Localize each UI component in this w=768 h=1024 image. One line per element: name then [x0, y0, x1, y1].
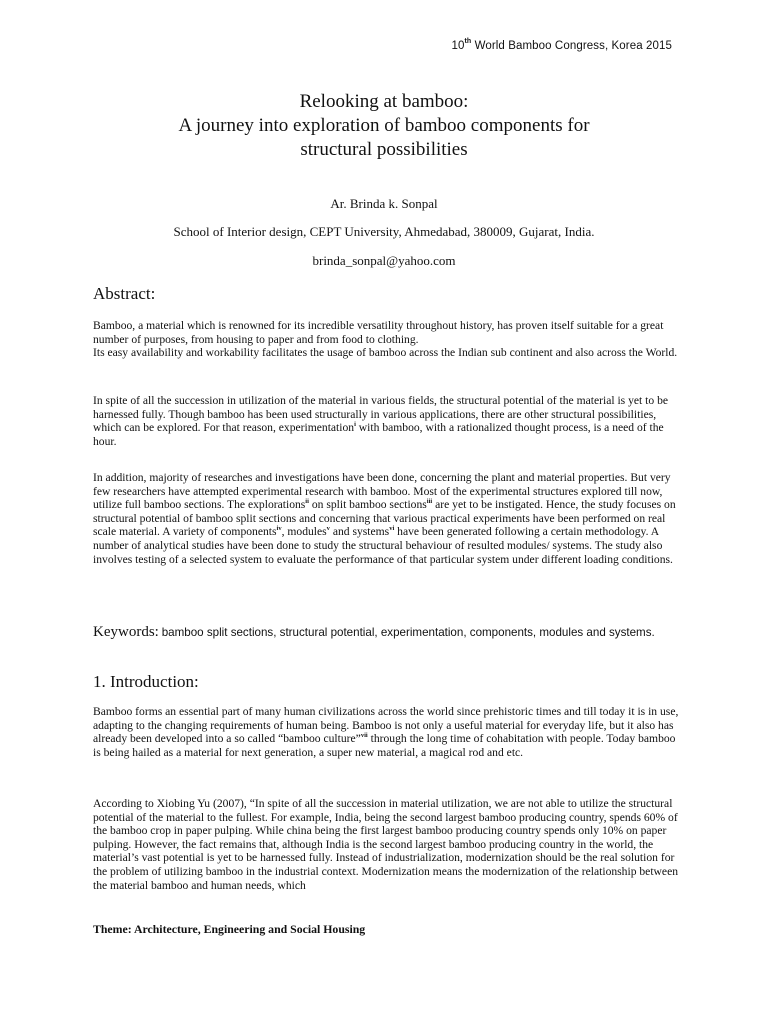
abstract-p3-text-e: and systems	[329, 525, 390, 539]
abstract-p2-text-b: with bamboo, with a rationalized thought process, is a need of the hour.	[93, 421, 664, 448]
keywords-label: Keywords:	[93, 624, 159, 640]
abstract-p1-sentence-b: Its easy availability and workability facilitates the usage of bamboo across the Indian sub continent and also across the World.	[93, 346, 678, 360]
intro-p2-text: According to Xiobing Yu (2007), “In spite of all the succession in material utilization, we are not able to utilize the structural potential of the material to the fullest. For example, India, being the second largest bamboo producing country, spends 60% of the bamboo crop in paper pulping. While china being the first largest bamboo producing country spends only 10% on paper pulping. However, the fact remains that, although India is the second largest bamboo producing country in the world, the material’s vast potential is yet to be harnessed fully. Instead of industrialization, modernization should be the real solution for the problem of utilizing bamboo in the industrial context. Modernization means the modernization of the relationship between the material bamboo and human needs, which	[93, 797, 679, 892]
conference-header	[451, 40, 672, 52]
introduction-heading: 1. Introduction:	[93, 672, 199, 691]
abstract-p3-text-c: are yet to be instigated. Hence, the study focuses on structural potential of bamboo split sections and concerning that various practical experiments have been performed on real scale material. A variety of components	[93, 498, 676, 539]
title-line-3: structural possibilities	[300, 139, 468, 160]
keywords-text: bamboo split sections, structural potential, experimentation, components, modules and systems.	[161, 626, 655, 639]
conference-name: World Bamboo Congress, Korea 2015	[471, 40, 672, 52]
abstract-p3-text-f: have been generated following a certain methodology. A number of analytical studies have been done to study the structural behaviour of resulted modules/ systems. The study also involves testing of a selected system to evaluate the performance of that particular system under different loading conditions.	[93, 525, 673, 566]
abstract-p1-sentence-a: Bamboo, a material which is renowned for its incredible versatility throughout history, has proven itself suitable for a great number of purposes, from housing to paper and from food to clothing.	[93, 319, 664, 346]
author-name: Ar. Brinda k. Sonpal	[330, 196, 438, 211]
abstract-p3-text-d: , modules	[281, 525, 327, 539]
abstract-heading: Abstract:	[93, 284, 156, 303]
author-affiliation: School of Interior design, CEPT University, Ahmedabad, 380009, Gujarat, India.	[173, 224, 595, 239]
footnote-marker: iv	[276, 525, 282, 533]
abstract-paragraph-1	[93, 319, 685, 360]
conference-number: 10	[451, 40, 465, 52]
footnote-marker: i	[354, 421, 356, 429]
footnote-marker: vii	[360, 732, 368, 740]
author-email: brinda_sonpal@yahoo.com	[312, 253, 456, 268]
introduction-paragraph-2	[93, 797, 685, 892]
conference-ordinal: th	[464, 38, 472, 46]
keywords-block	[93, 624, 685, 641]
title-line-2: A journey into exploration of bamboo components for	[178, 115, 590, 136]
abstract-p2-text-a: In spite of all the succession in utilization of the material in various fields, the structural potential of the material is yet to be harnessed fully. Though bamboo has been used structurally in various applications, there are other structural possibilities, which can be explored. For that reason, experimentation	[93, 394, 669, 435]
abstract-paragraph-3	[93, 471, 685, 566]
intro-p1-text-a: Bamboo forms an essential part of many human civilizations across the world since prehistoric times and till today it is in use, adapting to the changing requirements of human being. Bamboo is not only a useful material for everyday life, but it also has already been developed into a so called “bamboo culture”	[93, 705, 679, 746]
footnote-marker: v	[326, 525, 330, 533]
footnote-marker: iii	[426, 498, 433, 506]
theme-footer: Theme: Architecture, Engineering and Social Housing	[93, 922, 366, 936]
paper-title	[96, 90, 672, 162]
abstract-paragraph-2	[93, 394, 685, 448]
abstract-p3-text-a: In addition, majority of researches and investigations have been done, concerning the plant and material properties. But very few researchers have attempted experimental research with bamboo. Most of the experimental structures explored till now, utilize full bamboo sections. The explorations	[93, 471, 671, 512]
footnote-marker: ii	[305, 498, 309, 506]
footnote-marker: vi	[389, 525, 395, 533]
abstract-p3-text-b: on split bamboo sections	[308, 498, 427, 512]
introduction-paragraph-1	[93, 705, 685, 759]
intro-p1-text-b: through the long time of cohabitation with people. Today bamboo is being hailed as a material for next generation, a super new material, a magical rod and etc.	[93, 732, 676, 759]
title-line-1: Relooking at bamboo:	[299, 91, 469, 112]
